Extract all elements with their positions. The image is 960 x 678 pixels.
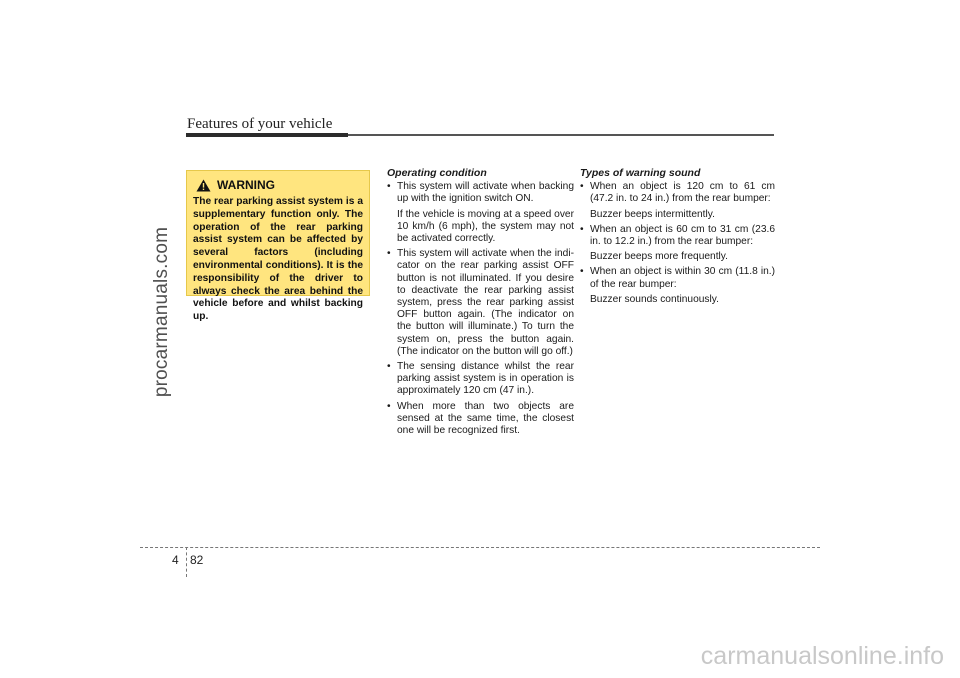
footer-chapter-number: 4 (172, 553, 179, 567)
sound-bullet-2: • When an object is 60 cm to 31 cm (23.6 in. to 12.2 in.) from the rear bumper: (580, 224, 775, 248)
footer-divider (186, 547, 187, 577)
header-rule-thick (186, 133, 348, 137)
warning-triangle-icon (196, 179, 211, 192)
operating-bullet-2: • This system will activate when the indi-cator on the rear parking assist OFF button is not illuminated. If you desire to deactivate the rear parking assist system, press the rear parking assist OFF button again. (The indicator on the button will illuminate.) To turn the system on, press the button again. (The indicator on the button will go off.) (387, 248, 574, 358)
page-header-title: Features of your vehicle (187, 116, 333, 132)
sound-bullet-3: • When an object is within 30 cm (11.8 in.) of the rear bumper: (580, 266, 775, 290)
sound-bullet-1: • When an object is 120 cm to 61 cm (47.2 in. to 24 in.) from the rear bumper: (580, 181, 775, 205)
warning-text: The rear parking assist system is a supplementary function only. The operation of the rear parking assist system can be affected by several factors (including environmental conditions). It is the responsibility of the driver to always check the area behind the vehicle before and whilst backing up. (193, 196, 363, 323)
operating-bullet-4: • When more than two objects are sensed at the same time, the closest one will be recognized first. (387, 401, 574, 438)
warning-title: WARNING (217, 178, 275, 192)
operating-bullet-1-continued: If the vehicle is moving at a speed over 10 km/h (6 mph), the system may not be activated correctly. (397, 208, 574, 245)
footer-page-number: 82 (190, 553, 204, 567)
operating-bullet-3: • The sensing distance whilst the rear parking assist system is in operation is approximately 120 cm (47 in.). (387, 361, 574, 398)
footer-rule (140, 547, 820, 548)
operating-condition-section (387, 167, 574, 437)
warning-sound-section (580, 167, 775, 306)
sound-bullet-1-continued: Buzzer beeps intermittently. (590, 208, 715, 220)
operating-condition-title: Operating condition (387, 167, 487, 179)
operating-bullet-1: • This system will activate when backing up with the ignition switch ON. (387, 181, 574, 205)
header-rule-thin (348, 134, 774, 136)
sound-bullet-3-continued: Buzzer sounds continuously. (590, 293, 719, 305)
warning-sound-title: Types of warning sound (580, 167, 701, 179)
bottom-watermark: carmanualsonline.info (700, 642, 944, 670)
side-watermark: procarmanuals.com (151, 226, 172, 398)
warning-box (186, 170, 370, 323)
warning-header (196, 176, 363, 194)
sound-bullet-2-continued: Buzzer beeps more frequently. (590, 251, 728, 263)
